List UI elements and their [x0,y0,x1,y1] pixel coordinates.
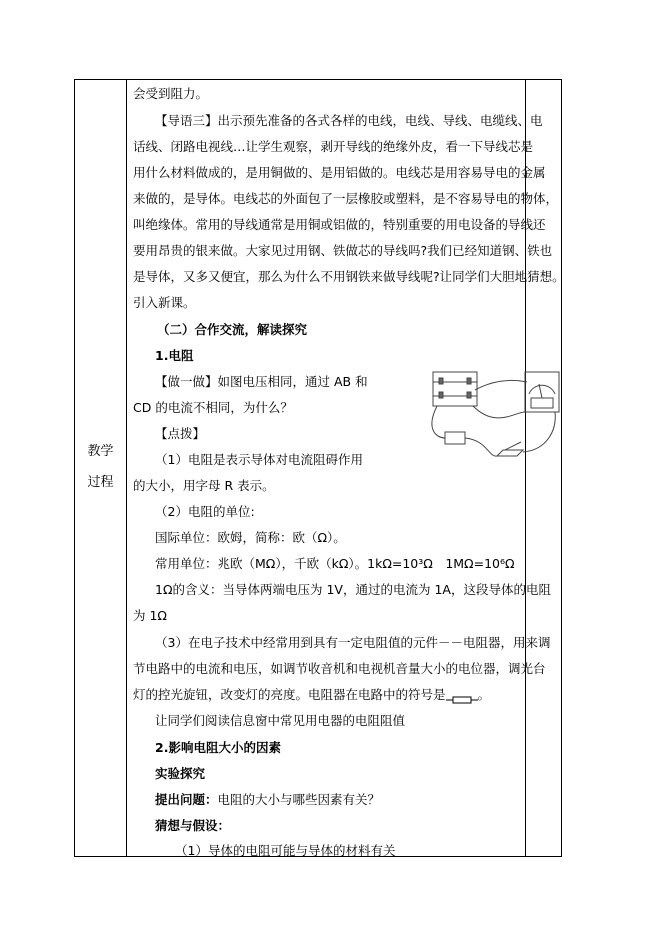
content-line [155,452,363,468]
content-line [155,713,405,729]
content-line [133,687,490,703]
content-line [155,792,380,808]
content-line [155,426,205,442]
content-line [133,86,208,102]
line-suffix: 。 [477,687,491,702]
line-text: 【导语三】出示预先准备的各式各样的电线，电线、导线、电缆线、电 [155,113,543,128]
line-rest: 电阻的大小与哪些因素有关？ [217,792,381,807]
content-line [175,843,395,859]
content-line [133,269,565,285]
line-text: CD 的电流不相同，为什么？ [133,400,293,415]
line-text: （1）电阻是表示导体对电流阻碍作用 [155,452,363,467]
line-text: 灯的控光旋钮，改变灯的亮度。电阻器在电路中的符号是 [133,687,446,702]
line-text: 实验探究 [155,766,206,781]
content-line [155,348,193,364]
content-line [155,374,368,390]
content-line [155,530,346,546]
line-text: （1）导体的电阻可能与导体的材料有关 [175,843,396,858]
line-text: 常用单位：兆欧（MΩ），千欧（kΩ）。1kΩ=10³Ω 1MΩ=10⁶Ω [155,556,515,571]
line-text: 要用昂贵的银来做。大家见过用钢、铁做芯的导线吗?我们已经知道钢、铁也 [133,243,553,258]
side-label-line-2: 过程 [87,475,114,490]
content-line [155,556,515,572]
content-line [155,113,543,129]
circuit-diagram-image [427,370,565,464]
line-text: 让同学们阅读信息窗中常见用电器的电阻阻值 [155,713,406,728]
line-text: 会受到阻力。 [133,86,209,101]
line-text: 叫绝缘体。常用的导线通常是用铜或铝做的，特别重要的用电设备的导线还 [133,217,546,232]
line-text: 1Ω的含义：当导体两端电压为 1V，通过的电流为 1A，这段导体的电阻 [155,582,551,597]
content-line [133,191,558,207]
line-text: 【点拨】 [155,426,206,441]
line-text: 是导体，又多又便宜，那么为什么不用钢铁来做导线呢?让同学们大胆地猜想。 [133,269,565,284]
line-text: 引入新课。 [133,295,196,310]
content-line [133,608,167,624]
line-text: 猜想与假设： [155,818,231,833]
content-line [133,478,275,494]
content-line [155,582,551,598]
line-text: 话线、闭路电视线…让学生观察，剥开导线的绝缘外皮，看一下导线芯是 [133,139,534,154]
content-line [155,818,230,834]
content-line [133,243,552,259]
content-line [157,322,307,338]
content-line [133,661,546,677]
line-text: 的大小，用字母 R 表示。 [133,478,275,493]
line-bold-prefix: 提出问题： [155,792,218,807]
content-line [133,217,546,233]
content-line [133,139,533,155]
content-line [133,295,196,311]
line-text: 来做的，是导体。电线芯的外面包了一层橡胶或塑料，是不容易导电的物体， [133,191,559,206]
content-line [155,766,205,782]
content-line [133,165,546,181]
line-text: （二）合作交流，解读探究 [157,322,308,337]
resistor-symbol-icon [446,692,478,700]
line-text: 1.电阻 [155,348,194,363]
side-label-line-1: 教学 [87,444,114,459]
line-text: （2）电阻的单位: [155,504,255,519]
line-text: 【做一做】如图电压相同，通过 AB 和 [155,374,368,389]
content-line [133,400,293,416]
line-text: 用什么材料做成的，是用铜做的、是用铝做的。电线芯是用容易导电的金属 [133,165,546,180]
content-line [155,635,550,651]
lesson-table [74,79,565,858]
line-text: 为 1Ω [133,608,167,623]
content-line [155,740,281,756]
line-text: 国际单位：欧姆，简称：欧（Ω）。 [155,530,346,545]
line-text: 节电路中的电流和电压，如调节收音机和电视机音量大小的电位器，调光台 [133,661,546,676]
lesson-content [127,80,565,858]
line-text: 2.影响电阻大小的因素 [155,740,281,755]
line-text: （3）在电子技术中经常用到具有一定电阻值的元件－－电阻器，用来调 [155,635,551,650]
content-line [155,504,255,520]
